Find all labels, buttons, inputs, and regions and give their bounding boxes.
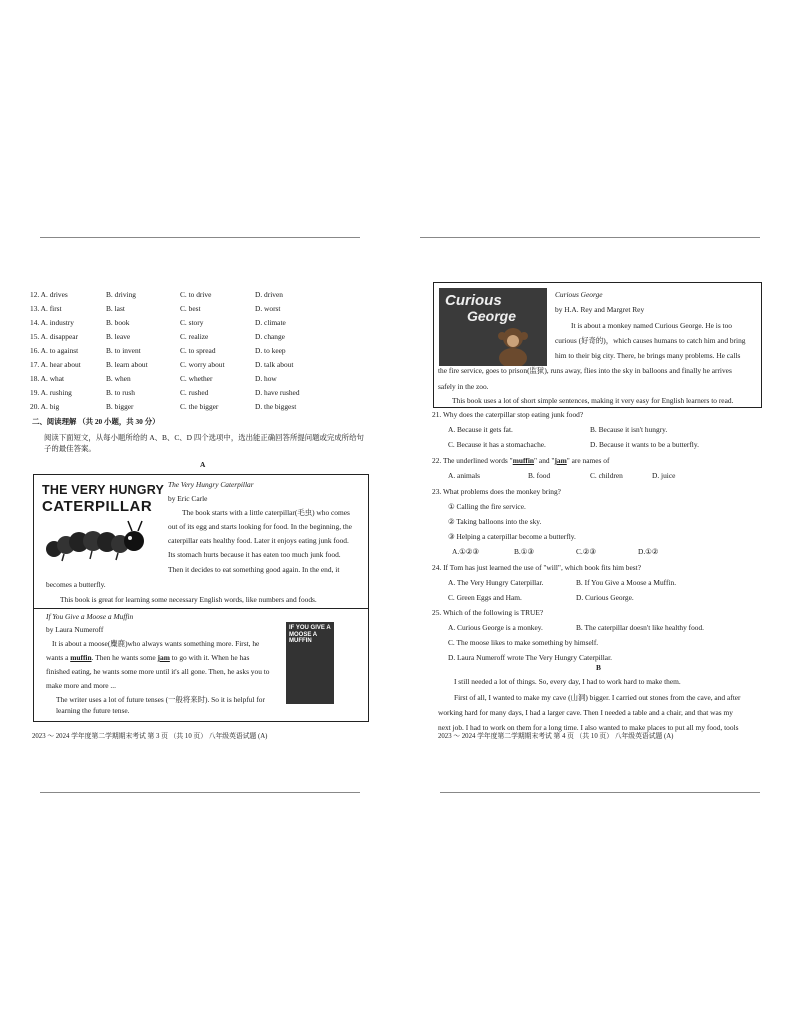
q23-option-c: C.②③ — [576, 547, 597, 556]
text-fragment: " are names of — [566, 456, 610, 465]
underlined-jam: jam — [554, 456, 567, 465]
book1-line: becomes a butterfly. — [46, 580, 106, 589]
option-c: C. rushed — [180, 388, 209, 397]
option-d: D. to keep — [255, 346, 286, 355]
q24-option-b: B. If You Give a Moose a Muffin. — [576, 578, 677, 587]
passage-label-b: B — [596, 663, 601, 672]
q21-option-c: C. Because it has a stomachache. — [448, 440, 546, 449]
moose-muffin-cover: IF YOU GIVE A MOOSE A MUFFIN — [286, 622, 334, 704]
option-d: D. how — [255, 374, 277, 383]
q24-option-c: C. Green Eggs and Ham. — [448, 593, 522, 602]
q24-option-a: A. The Very Hungry Caterpillar. — [448, 578, 544, 587]
george-line: This book uses a lot of short simple sentences, making it very easy for English learners to read. — [452, 396, 734, 405]
option-row-14 — [30, 319, 370, 331]
george-title: Curious George — [555, 290, 603, 299]
option-a: 18. A. what — [30, 374, 65, 383]
option-b: B. book — [106, 318, 130, 327]
book2-line: It is about a moose(麋鹿)who always wants something more. First, he — [52, 639, 260, 648]
passage-b-line: First of all, I wanted to make my cave (山洞) bigger. I carried out stones from the cave, and after — [454, 693, 741, 702]
text-fragment: " and " — [534, 456, 555, 465]
option-c: C. the bigger — [180, 402, 219, 411]
book2-title: If You Give a Moose a Muffin — [46, 612, 134, 621]
underlined-muffin: muffin — [512, 456, 535, 465]
book1-line: out of its egg and starts looking for food. In the beginning, the — [168, 522, 352, 531]
option-d: D. climate — [255, 318, 286, 327]
book1-line: Then it decides to eat something good again. In the end, it — [168, 565, 340, 574]
right-page-footer: 2023 ～ 2024 学年度第二学期期末考试 第 4 页 （共 10 页） 八年级英语试题 (A) — [438, 733, 674, 740]
question-23: 23. What problems does the monkey bring? — [432, 487, 561, 496]
george-author: by H.A. Rey and Margret Rey — [555, 305, 645, 314]
book2-line: learning the future tense. — [56, 706, 130, 715]
option-c: C. to drive — [180, 290, 212, 299]
q23-item-1: ① Calling the fire service. — [448, 502, 526, 511]
q21-option-a: A. Because it gets fat. — [448, 425, 513, 434]
option-row-16 — [30, 347, 370, 359]
george-line: the fire service, goes to prison(监狱), runs away, flies into the sky in balloons and finally he arrives — [438, 366, 732, 375]
q22-option-c: C. children — [590, 471, 623, 480]
option-row-20 — [30, 403, 370, 415]
option-row-18 — [30, 375, 370, 387]
book1-line: This book is great for learning some necessary English words, like numbers and foods. — [60, 595, 317, 604]
q25-option-b: B. The caterpillar doesn't like healthy food. — [576, 623, 705, 632]
option-row-15 — [30, 333, 370, 345]
book2-line — [46, 654, 249, 663]
option-b: B. to invent — [106, 346, 141, 355]
q22-option-a: A. animals — [448, 471, 481, 480]
cover-title-line1: Curious — [445, 292, 502, 309]
option-c: C. realize — [180, 332, 209, 341]
question-22 — [432, 457, 609, 466]
george-line: It is about a monkey named Curious George. He is too — [571, 321, 732, 330]
text-fragment: to go with it. When he has — [169, 653, 250, 662]
question-21: 21. Why does the caterpillar stop eating junk food? — [432, 410, 584, 419]
option-b: B. leave — [106, 332, 131, 341]
scan-bottom-line-right — [440, 792, 760, 793]
option-a: 17. A. hear about — [30, 360, 81, 369]
q24-option-d: D. Curious George. — [576, 593, 634, 602]
underlined-muffin: muffin — [70, 653, 92, 662]
q21-option-b: B. Because it isn't hungry. — [590, 425, 668, 434]
q25-option-c: C. The moose likes to make something by himself. — [448, 638, 599, 647]
book1-author: by Eric Carle — [168, 494, 208, 503]
george-line: safely in the zoo. — [438, 382, 489, 391]
text-fragment: wants a — [46, 653, 71, 662]
option-c: C. to spread — [180, 346, 216, 355]
passage-a-box — [33, 474, 369, 722]
option-b: B. to rush — [106, 388, 135, 397]
q21-option-d: D. Because it wants to be a butterfly. — [590, 440, 699, 449]
option-a: 16. A. to against — [30, 346, 79, 355]
curious-george-cover — [439, 288, 547, 366]
q22-option-d: D. juice — [652, 471, 676, 480]
option-d: D. the biggest — [255, 402, 297, 411]
q22-option-b: B. food — [528, 471, 551, 480]
option-c: C. best — [180, 304, 201, 313]
scan-bottom-line — [40, 792, 360, 793]
passage-divider — [34, 608, 368, 609]
passage-b-line: next job. I had to work on them for a long time. I also wanted to make places to put all my food, tools — [438, 723, 739, 732]
option-c: C. story — [180, 318, 204, 327]
cover-title-line1: THE VERY HUNGRY — [42, 483, 165, 497]
hungry-caterpillar-cover — [40, 481, 164, 569]
option-b: B. driving — [106, 290, 136, 299]
q23-option-b: B.①③ — [514, 547, 535, 556]
option-d: D. talk about — [255, 360, 294, 369]
passage-b-line: I still needed a lot of things. So, every day, I had to work hard to make them. — [454, 677, 681, 686]
option-row-12 — [30, 291, 370, 303]
question-25: 25. Which of the following is TRUE? — [432, 608, 544, 617]
passage-label-a: A — [200, 460, 206, 469]
cover-title-line2: George — [467, 308, 517, 324]
george-box — [433, 282, 762, 408]
option-a: 14. A. industry — [30, 318, 74, 327]
option-row-19 — [30, 389, 370, 401]
monkey-icon — [483, 324, 543, 366]
left-page-footer: 2023 ～ 2024 学年度第二学期期末考试 第 3 页 （共 10 页） 八年级英语试题 (A) — [32, 733, 268, 740]
scan-top-line-right — [420, 237, 760, 238]
section-heading: 二、阅读理解 （共 20 小题，共 30 分） — [32, 417, 160, 426]
option-a: 13. A. first — [30, 304, 62, 313]
option-a: 19. A. rushing — [30, 388, 72, 397]
q25-option-d: D. Laura Numeroff wrote The Very Hungry Caterpillar. — [448, 653, 612, 662]
book2-line: The writer uses a lot of future tenses (一般将来时). So it is helpful for — [56, 695, 265, 704]
option-a: 12. A. drives — [30, 290, 68, 299]
q23-option-d: D.①② — [638, 547, 659, 556]
q23-item-2: ② Taking balloons into the sky. — [448, 517, 542, 526]
option-c: C. worry about — [180, 360, 225, 369]
option-b: B. last — [106, 304, 125, 313]
george-line: curious (好奇的)，which causes humans to catch him and bring — [555, 336, 746, 345]
book1-line: caterpillar eats healthy food. Later it enjoys eating junk food. — [168, 536, 349, 545]
q23-option-a: A.①②③ — [452, 547, 480, 556]
george-line: him to their big city. There, he brings many problems. He calls — [555, 351, 741, 360]
option-d: D. change — [255, 332, 285, 341]
option-d: D. driven — [255, 290, 283, 299]
option-b: B. learn about — [106, 360, 148, 369]
option-b: B. bigger — [106, 402, 134, 411]
text-fragment: . Then he wants some — [91, 653, 158, 662]
book1-title: The Very Hungry Caterpillar — [168, 480, 254, 489]
book2-line: make more and more ... — [46, 681, 116, 690]
q23-item-3: ③ Helping a caterpillar become a butterfly. — [448, 532, 576, 541]
option-a: 15. A. disappear — [30, 332, 79, 341]
book2-line: finished eating, he wants some more until it's all gone. Then, he asks you to — [46, 667, 270, 676]
option-row-17 — [30, 361, 370, 373]
option-a: 20. A. big — [30, 402, 60, 411]
question-24: 24. If Tom has just learned the use of "will", which book fits him best? — [432, 563, 641, 572]
book2-author: by Laura Numeroff — [46, 625, 104, 634]
passage-b-line: working hard for many days, I had a larger cave. Then I needed a table and a chair, and that was my — [438, 708, 733, 717]
cover-title-line2: CATERPILLAR — [42, 498, 153, 515]
option-c: C. whether — [180, 374, 213, 383]
option-row-13 — [30, 305, 370, 317]
section-instruction: 阅读下面短文，从每小题所给的 A、B、C、D 四个选项中，选出能正确回答所提问题或完成所给句子的最佳答案。 — [44, 433, 364, 453]
q25-option-a: A. Curious George is a monkey. — [448, 623, 543, 632]
book1-line: The book starts with a little caterpillar(毛虫) who comes — [182, 508, 350, 517]
book1-line: Its stomach hurts because it has eaten too much junk food. — [168, 550, 341, 559]
caterpillar-icon — [44, 517, 154, 565]
option-d: D. worst — [255, 304, 281, 313]
option-d: D. have rushed — [255, 388, 300, 397]
option-b: B. when — [106, 374, 131, 383]
underlined-jam: jam — [157, 653, 170, 662]
text-fragment: 22. The underlined words " — [432, 456, 513, 465]
scan-top-line — [40, 237, 360, 238]
